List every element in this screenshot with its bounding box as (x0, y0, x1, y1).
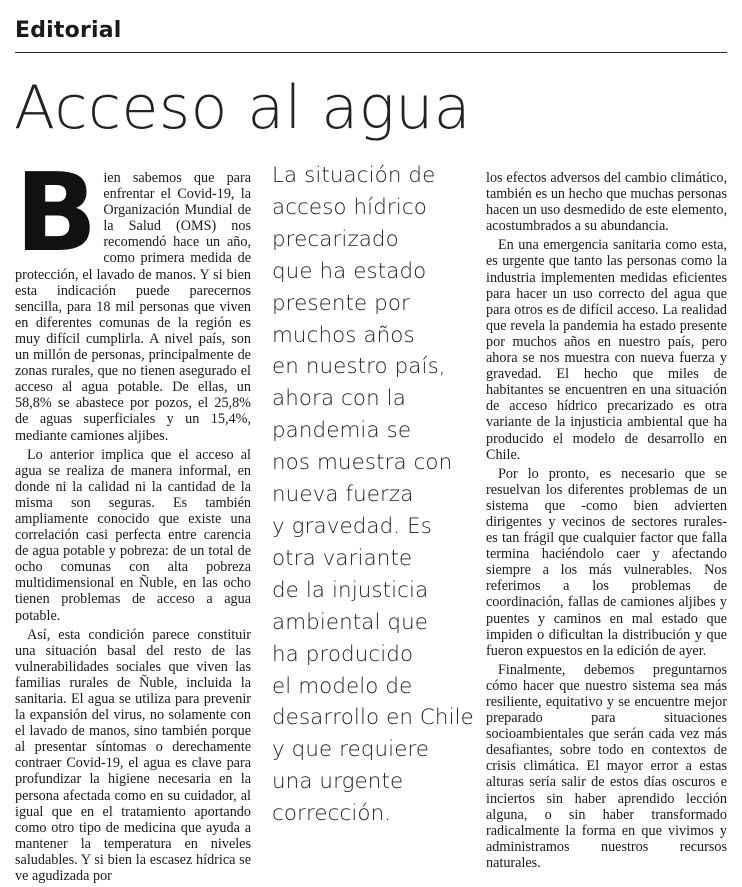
pull-quote-line: pandemia se (272, 418, 412, 444)
pull-quote-line: desarrollo en Chile (272, 705, 474, 731)
pull-quote-line: el modelo de (272, 673, 413, 699)
pull-quote-line: otra variante (272, 545, 413, 571)
pull-quote-line: de la injusticia (272, 577, 429, 603)
pull-quote-line: nueva fuerza (272, 482, 414, 508)
article-column-3 (486, 170, 727, 874)
pull-quote-line: ahora con la (272, 386, 406, 412)
article-paragraph: Finalmente, debemos preguntarnos cómo hacer que nuestro sistema sea más resiliente, equitativo y se encuentre mejor preparado para situaciones socioambientales que serán cada vez más desafiantes, sobre todo en contextos de crisis climática. El mayor error a estas alturas sería salir de estos días oscuros e inciertos sin haber aprendido lección alguna, o sin haber transformado radicalmente la forma en que vivimos y administramos nuestros recursos naturales. (486, 661, 727, 871)
article-column-1 (15, 151, 251, 887)
pull-quote (272, 160, 477, 830)
pull-quote-line: acceso hídrico (272, 194, 427, 220)
pull-quote-line: corrección. (272, 801, 392, 827)
pull-quote-line: presente por (272, 290, 410, 316)
pull-quote-line: en nuestro país, (272, 354, 446, 380)
article-paragraph: los efectos adversos del cambio climático, también es un hecho que muchas personas hacen un uso desmedido de este elemento, acostumbrados a su abundancia. (486, 170, 727, 235)
article-paragraph: En una emergencia sanitaria como esta, es urgente que tanto las personas como la industria implementen medidas eficientes para hacer un uso correcto del agua que para otros es de difícil acceso. La realidad que revela la pandemia ha estado presente por muchos años en nuestro país, pero ahora se nos muestra con nueva fuerza y gravedad. El hecho que miles de habitantes se encuentren en una situación de acceso hídrico precarizado es otra variante de la injusticia ambiental que ha producido el modelo de desarrollo en Chile. (486, 237, 727, 463)
pull-quote-line: La situación de (272, 163, 436, 188)
article-paragraph: Así, esta condición parece constituir una situación basal del resto de las vulnerabilidades sociales que viven las familias rurales de Ñuble, incluida la sanitaria. El agua se utiliza para prevenir la expansión del virus, no solamente con el lavado de manos, sino también porque al presentar síntomas o derechamente contraer Covid-19, el agua es clave para profundizar la higiene necesaria en la persona afectada como en su cuidador, al igual que en el tratamiento aportando como otro tipo de medicina que ayuda a mantener la temperatura en niveles saludables. Y si bien la escasez hídrica se ve agudizada por (15, 626, 251, 885)
pull-quote-line: muchos años (272, 322, 415, 348)
pull-quote-line: ambiental que (272, 609, 429, 635)
pull-quote-line: una urgente (272, 769, 404, 795)
article-paragraph: Lo anterior implica que el acceso al agua se realiza de manera informal, en donde ni la calidad ni la cantidad de la misma son seguras. Es también ampliamente conocido que existe una correlación casi perfecta entre carencia de agua potable y pobreza: de un total de ocho comunas con alta pobreza multidimensional en Ñuble, en las ocho tienen problemas de acceso a agua potable. (15, 446, 251, 624)
drop-cap: B (15, 151, 98, 276)
pull-quote-line: que ha estado (272, 258, 427, 284)
pull-quote-line: nos muestra con (272, 450, 453, 476)
header-divider (15, 52, 727, 53)
pull-quote-line: precarizado (272, 226, 399, 252)
article-paragraph (15, 151, 251, 444)
headline: Acceso al agua (14, 73, 471, 143)
pull-quote-line: y que requiere (272, 737, 430, 763)
section-label: Editorial (15, 18, 122, 43)
article-paragraph: Por lo pronto, es necesario que se resuelvan los diferentes problemas de un sistema que -como bien advierten dirigentes y vecinos de sectores rurales- es tan frágil que cualquier factor que falla termina haciéndolo caer y afectando siempre a los más vulnerables. Nos referimos a los problemas de coordinación, fallas de camiones aljibes y puentes y caminos en mal estado que impiden o dificultan la distribución y que fueron expuestos en la edición de ayer. (486, 465, 727, 659)
pull-quote-line: y gravedad. Es (272, 513, 432, 539)
paragraph-text: ien sabemos que para enfrentar el Covid-19, la Organización Mundial de la Salud (OMS) nos recomendó hace un año, como primera medida de protección, el lavado de manos. Y si bien esta indicación puede parecernos sencilla, para 18 mil personas que viven en diferentes comunas de la región es muy difícil cumplirla. A nivel país, son un millón de personas, principalmente de zonas rurales, que no tienen asegurado el acceso al agua potable. De ellas, un 58,8% se abastece por pozos, el 25,8% de aguas superficiales y un 15,4%, mediante camiones aljibes. (15, 170, 251, 444)
pull-quote-line: ha producido (272, 641, 414, 667)
